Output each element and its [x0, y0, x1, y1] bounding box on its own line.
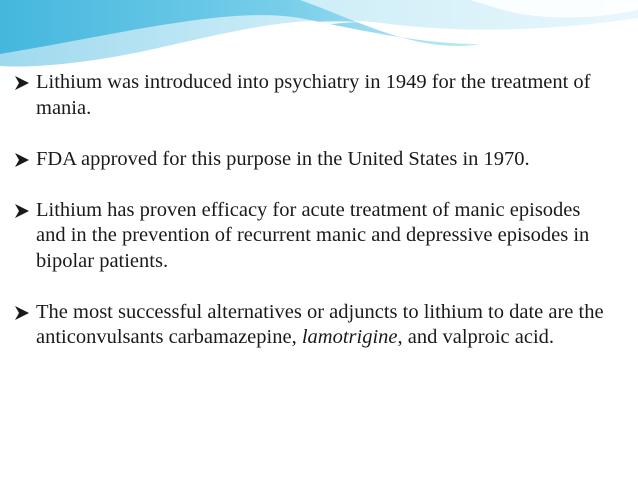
- arrowhead-bullet-icon: [14, 306, 30, 320]
- bullet-text: FDA approved for this purpose in the United States in 1970.: [36, 147, 530, 170]
- bullet-text-italic: lamotrigine: [301, 326, 398, 348]
- arrowhead-bullet-icon: [14, 76, 30, 90]
- bullet-text: [36, 301, 604, 349]
- bullet-text-part: , and valproic acid.: [397, 326, 555, 348]
- bullet-text: Lithium has proven efficacy for acute treatment of manic episodes and in the prevention of recurrent manic and depressive episodes in bipolar patients.: [36, 198, 590, 272]
- bullet-item: [14, 300, 614, 351]
- bullet-item: [14, 70, 614, 121]
- bullet-item: [14, 147, 614, 173]
- bullet-text-part: The most successful alternatives or adjuncts to lithium to date are the anticonvulsants carbamazepine,: [36, 300, 604, 348]
- bullet-list: [14, 70, 614, 351]
- bullet-item: [14, 198, 614, 275]
- header-wave-decoration: [0, 0, 638, 75]
- arrowhead-bullet-icon: [14, 204, 30, 218]
- bullet-text: Lithium was introduced into psychiatry in 1949 for the treatment of mania.: [36, 71, 591, 119]
- arrowhead-bullet-icon: [14, 153, 30, 167]
